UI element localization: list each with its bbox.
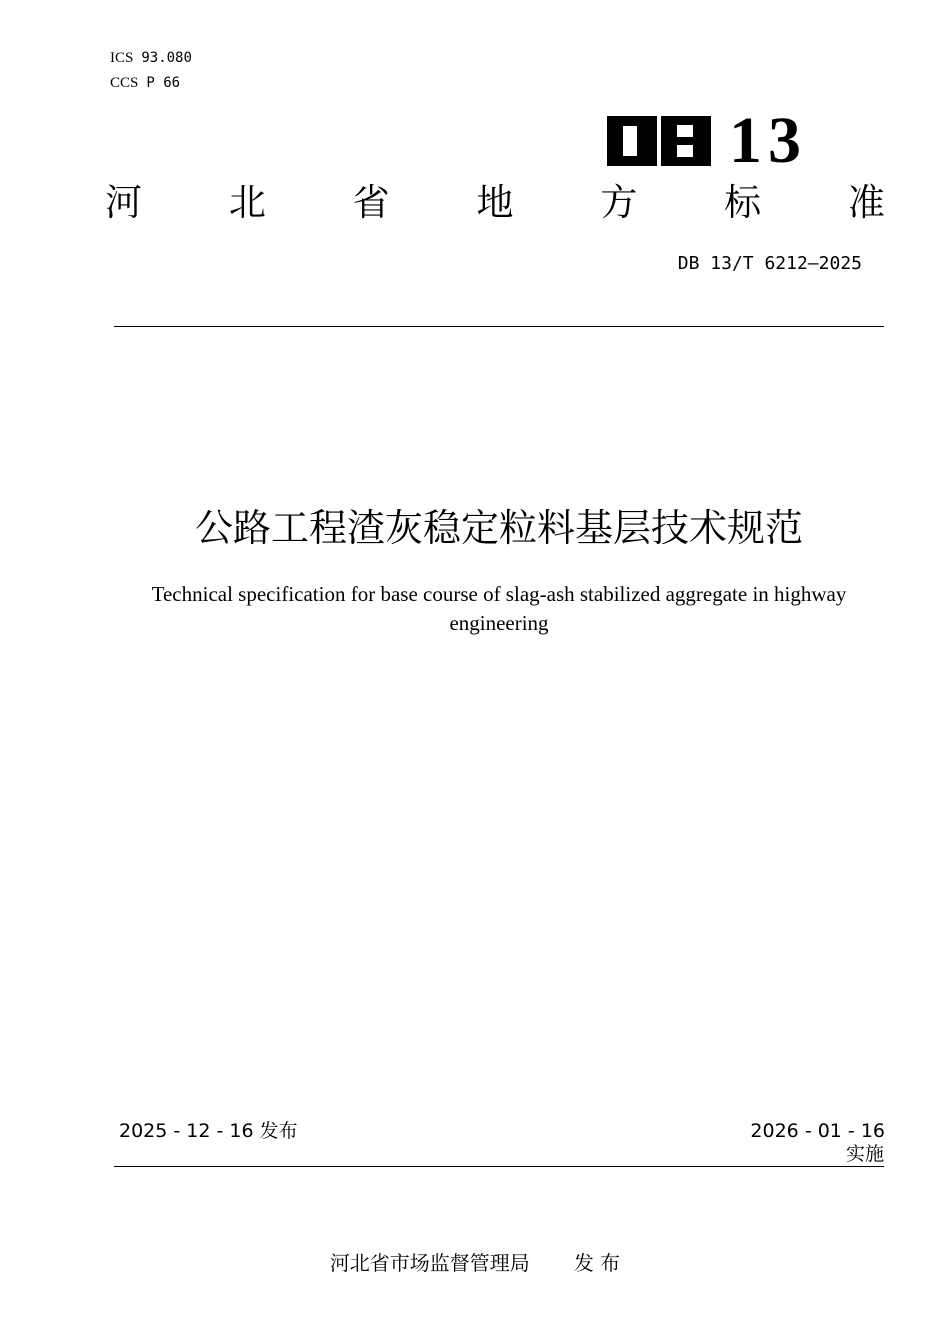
logo-number: 13: [729, 104, 807, 177]
category-char: 标: [724, 181, 762, 224]
title-chinese: 公路工程渣灰稳定粒料基层技术规范: [194, 506, 803, 550]
issuer-line: [0, 1249, 950, 1277]
db-letter-b: [661, 116, 711, 166]
title-english: Technical specification for base course of slag-ash stabilized aggregate in highway engineering: [151, 582, 847, 635]
db-letter-d: [607, 116, 657, 166]
category-char: 准: [847, 181, 885, 224]
issuer-action: 发 布: [573, 1251, 621, 1275]
publish-date-line: [119, 1119, 298, 1143]
db-logo: [607, 104, 807, 177]
category-char: 北: [228, 181, 266, 224]
ccs-value: P 66: [146, 75, 181, 91]
ics-value: 93.080: [141, 50, 192, 66]
ics-code: [110, 49, 192, 67]
publish-date: 2025 - 12 - 16: [119, 1120, 254, 1142]
publish-label: 发布: [259, 1120, 298, 1142]
standard-category: [105, 178, 885, 228]
category-char: 省: [352, 181, 390, 224]
implement-label: 实施: [845, 1143, 884, 1165]
bottom-divider: [114, 1166, 884, 1167]
top-divider: [114, 326, 884, 327]
category-char: 河: [105, 181, 142, 224]
category-char: 方: [600, 181, 638, 224]
standard-number: DB 13/T 6212—2025: [677, 253, 862, 274]
db-mark-logo: [607, 116, 711, 166]
category-char: 地: [476, 181, 514, 224]
issuer-name: 河北省市场监督管理局: [329, 1251, 530, 1275]
implement-date: 2026 - 01 - 16: [750, 1120, 885, 1142]
ccs-label: CCS: [110, 75, 139, 91]
ics-label: ICS: [110, 50, 134, 66]
ccs-code: [110, 74, 180, 92]
